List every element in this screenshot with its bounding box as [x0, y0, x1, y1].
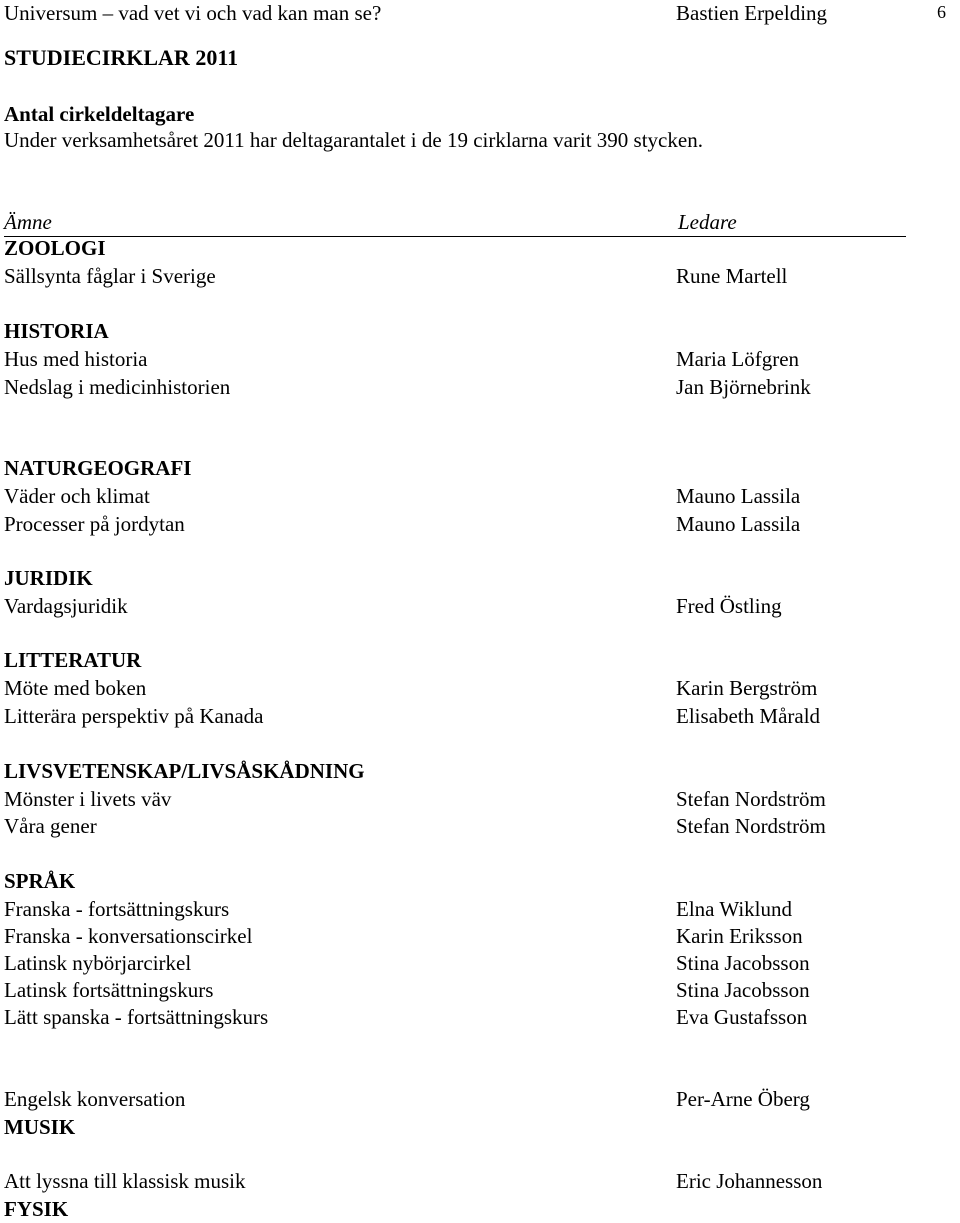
course-name: Möte med boken: [4, 676, 147, 700]
course-row: [0, 1004, 960, 1031]
course-leader: Eric Johannesson: [676, 1169, 823, 1193]
course-row: [0, 1086, 960, 1113]
course-row: [0, 511, 960, 538]
course-leader: Mauno Lassila: [676, 484, 801, 508]
category-heading: [0, 758, 960, 785]
course-leader: Elna Wiklund: [676, 897, 793, 921]
course-leader: Karin Bergström: [676, 676, 818, 700]
category-name: MUSIK: [4, 1115, 76, 1139]
intro-text: Under verksamhetsåret 2011 har deltagarantalet i de 19 cirklarna varit 390 stycken.: [4, 128, 703, 152]
course-leader: Mauno Lassila: [676, 512, 801, 536]
category-name: SPRÅK: [4, 869, 76, 893]
course-name: Nedslag i medicinhistorien: [4, 375, 231, 399]
category-name: HISTORIA: [4, 319, 109, 343]
category-heading: [0, 565, 960, 592]
table-header: [4, 209, 906, 237]
course-name: Franska - konversationscirkel: [4, 924, 253, 948]
category-heading: [0, 235, 960, 262]
category-name: ZOOLOGI: [4, 236, 106, 260]
course-leader: Per-Arne Öberg: [676, 1087, 810, 1111]
subject-column-header: Ämne: [4, 210, 52, 234]
course-name: Franska - fortsättningskurs: [4, 897, 230, 921]
course-name: Processer på jordytan: [4, 512, 185, 536]
course-leader: Jan Björnebrink: [676, 375, 811, 399]
course-row: [0, 483, 960, 510]
course-name: Litterära perspektiv på Kanada: [4, 704, 264, 728]
category-heading: [0, 318, 960, 345]
course-name: Att lyssna till klassisk musik: [4, 1169, 246, 1193]
course-name: Latinsk nybörjarcirkel: [4, 951, 192, 975]
course-row: [0, 896, 960, 923]
course-name: Hus med historia: [4, 347, 148, 371]
category-heading: [0, 647, 960, 674]
category-heading: [0, 868, 960, 895]
course-name: Universum – vad vet vi och vad kan man se?: [4, 1, 382, 25]
course-row: [0, 977, 960, 1004]
course-leader: Stina Jacobsson: [676, 951, 810, 975]
course-leader: Stefan Nordström: [676, 814, 826, 838]
course-name: Engelsk konversation: [4, 1087, 186, 1111]
course-row: [0, 813, 960, 840]
category-name: LITTERATUR: [4, 648, 142, 672]
category-heading: [0, 455, 960, 482]
course-name: Våra gener: [4, 814, 97, 838]
course-row: [0, 346, 960, 373]
course-leader: Eva Gustafsson: [676, 1005, 808, 1029]
course-leader: Fred Östling: [676, 594, 782, 618]
section-heading: Antal cirkeldeltagare: [4, 102, 195, 126]
course-leader: Bastien Erpelding: [676, 1, 828, 25]
leader-column-header: Ledare: [678, 210, 737, 234]
page-title: STUDIECIRKLAR 2011: [4, 45, 239, 70]
course-leader: Rune Martell: [676, 264, 788, 288]
course-row: [0, 923, 960, 950]
category-heading: [0, 1196, 960, 1223]
course-row: [0, 1168, 960, 1195]
course-name: Sällsynta fåglar i Sverige: [4, 264, 216, 288]
course-leader: Stina Jacobsson: [676, 978, 810, 1002]
course-leader: Maria Löfgren: [676, 347, 800, 371]
course-row: [0, 703, 960, 730]
course-row: [0, 675, 960, 702]
course-name: Latinsk fortsättningskurs: [4, 978, 214, 1002]
course-leader: Elisabeth Mårald: [676, 704, 821, 728]
category-name: FYSIK: [4, 1197, 69, 1221]
course-row: [0, 374, 960, 401]
page-number: 6: [937, 2, 946, 22]
course-name: Väder och klimat: [4, 484, 150, 508]
course-leader: Stefan Nordström: [676, 787, 826, 811]
category-name: NATURGEOGRAFI: [4, 456, 192, 480]
course-name: Mönster i livets väv: [4, 787, 172, 811]
category-name: JURIDIK: [4, 566, 93, 590]
course-row: [0, 593, 960, 620]
course-row: [0, 786, 960, 813]
course-row: [0, 0, 960, 27]
category-heading: [0, 1114, 960, 1141]
course-name: Lätt spanska - fortsättningskurs: [4, 1005, 269, 1029]
category-name: LIVSVETENSKAP/LIVSÅSKÅDNING: [4, 759, 365, 783]
course-row: [0, 263, 960, 290]
course-row: [0, 950, 960, 977]
course-name: Vardagsjuridik: [4, 594, 128, 618]
course-leader: Karin Eriksson: [676, 924, 803, 948]
